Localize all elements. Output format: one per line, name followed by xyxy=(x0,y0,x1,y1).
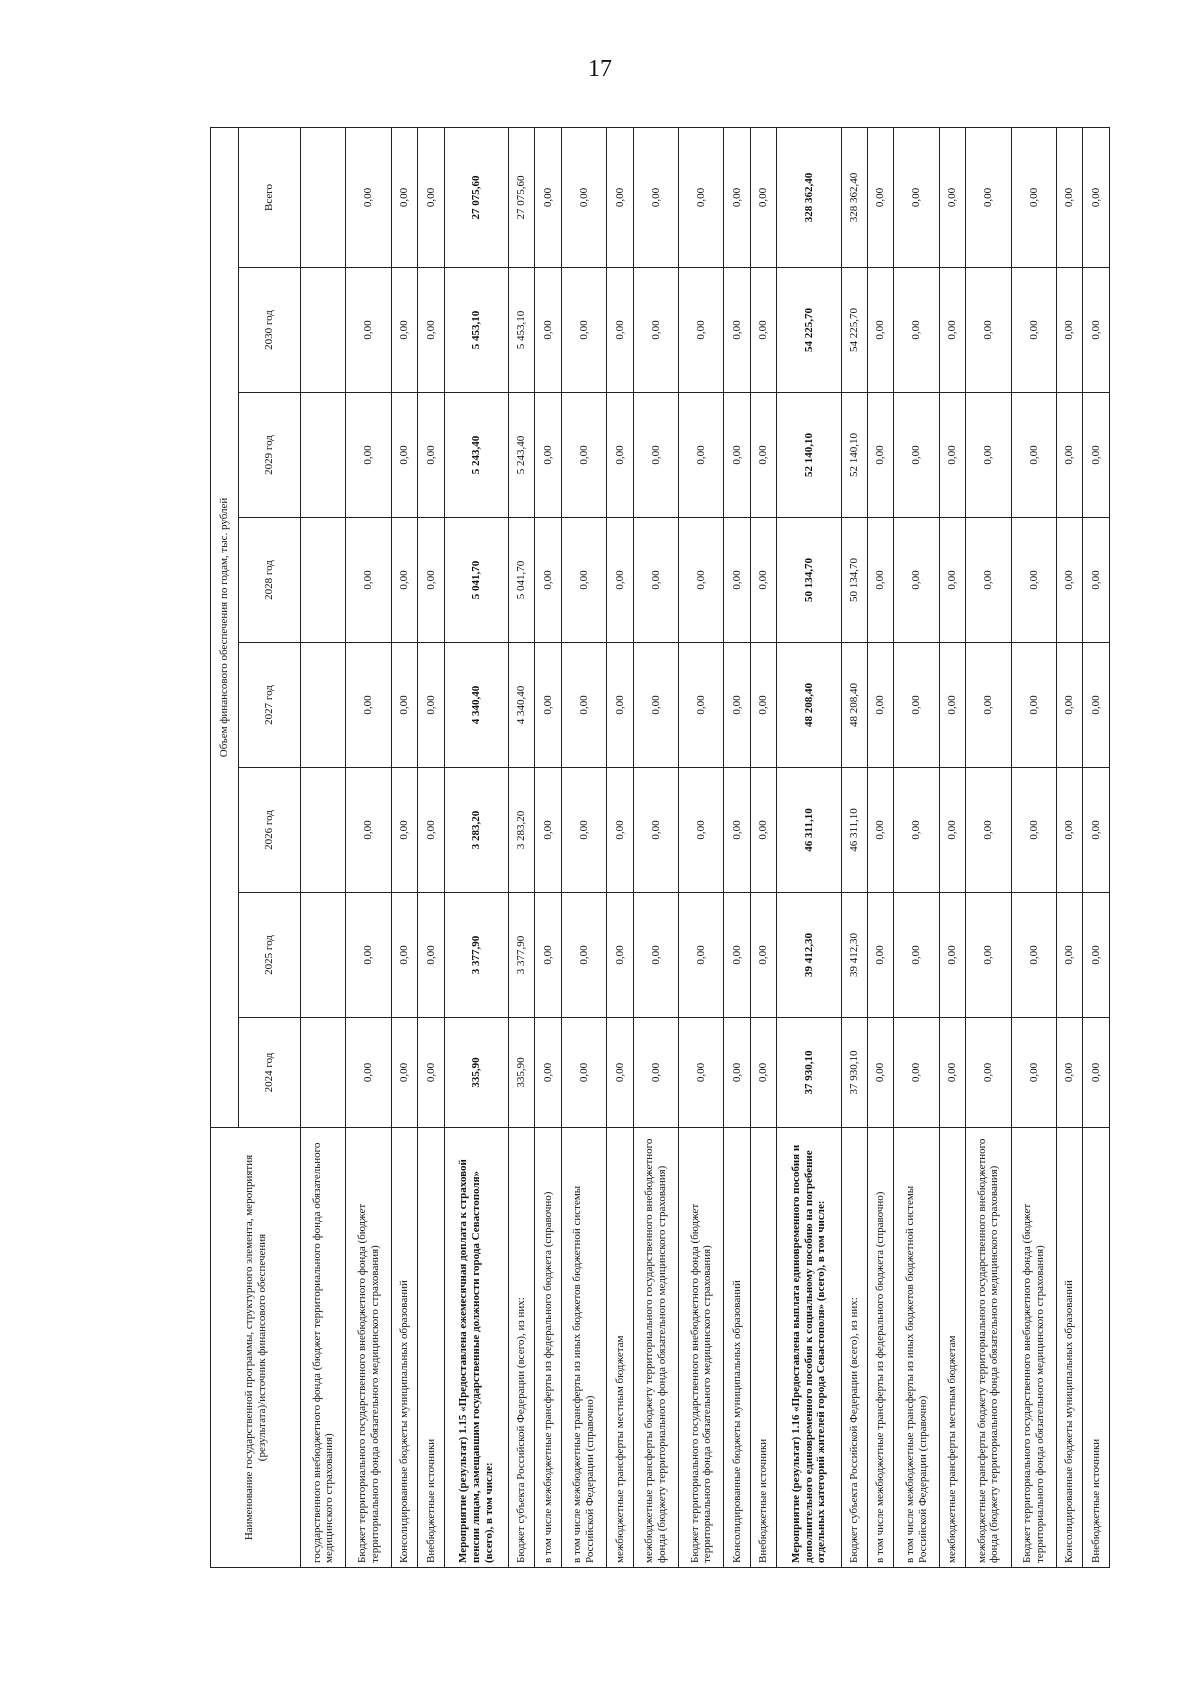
value-cell: 0,00 xyxy=(724,768,750,893)
value-cell: 0,00 xyxy=(868,768,894,893)
header-name-column: Наименование государственной программы, структурного элемента, мероприятия (результата)/источник финансового обеспечения xyxy=(211,1128,301,1568)
value-cell: 0,00 xyxy=(1011,1018,1056,1128)
value-cell: 3 377,90 xyxy=(444,893,508,1018)
value-cell: 0,00 xyxy=(535,893,561,1018)
value-cell: 0,00 xyxy=(418,127,444,267)
value-cell: 0,00 xyxy=(391,268,417,393)
header-group-title: Объем финансового обеспечения по годам, тыс. рублей xyxy=(211,127,239,1127)
value-cell: 0,00 xyxy=(1083,1018,1110,1128)
value-cell: 0,00 xyxy=(607,893,633,1018)
value-cell: 4 340,40 xyxy=(508,643,534,768)
value-cell: 335,90 xyxy=(444,1018,508,1128)
value-cell: 0,00 xyxy=(966,127,1011,267)
value-cell: 0,00 xyxy=(894,768,939,893)
row-label: Бюджет субъекта Российской Федерации (всего), из них: xyxy=(841,1128,867,1568)
value-cell: 5 243,40 xyxy=(444,393,508,518)
row-label: межбюджетные трансферты местным бюджетам xyxy=(939,1128,965,1568)
value-cell: 0,00 xyxy=(418,518,444,643)
value-cell: 0,00 xyxy=(561,1018,606,1128)
row-label: Бюджет субъекта Российской Федерации (всего), из них: xyxy=(508,1128,534,1568)
value-cell: 0,00 xyxy=(724,518,750,643)
value-cell: 0,00 xyxy=(679,643,724,768)
table-row xyxy=(939,127,965,1567)
value-cell: 0,00 xyxy=(391,893,417,1018)
row-label: в том числе межбюджетные трансферты из федерального бюджета (справочно) xyxy=(535,1128,561,1568)
value-cell: 0,00 xyxy=(868,393,894,518)
table-row xyxy=(1057,127,1083,1567)
value-cell: 0,00 xyxy=(966,518,1011,643)
value-cell: 0,00 xyxy=(1083,893,1110,1018)
value-cell: 50 134,70 xyxy=(777,518,841,643)
table-row xyxy=(1011,127,1056,1567)
value-cell: 0,00 xyxy=(868,893,894,1018)
value-cell: 0,00 xyxy=(679,127,724,267)
value-cell: 0,00 xyxy=(561,643,606,768)
value-cell: 0,00 xyxy=(939,268,965,393)
value-cell: 0,00 xyxy=(535,268,561,393)
value-cell: 0,00 xyxy=(868,268,894,393)
value-cell: 0,00 xyxy=(894,393,939,518)
value-cell: 0,00 xyxy=(868,1018,894,1128)
value-cell: 0,00 xyxy=(607,127,633,267)
page-number: 17 xyxy=(588,56,612,82)
value-cell: 0,00 xyxy=(535,518,561,643)
value-cell: 0,00 xyxy=(1011,268,1056,393)
value-cell: 0,00 xyxy=(391,643,417,768)
value-cell: 0,00 xyxy=(633,518,678,643)
value-cell: 0,00 xyxy=(346,393,391,518)
value-cell: 0,00 xyxy=(894,127,939,267)
value-cell: 0,00 xyxy=(633,268,678,393)
value-cell: 0,00 xyxy=(535,643,561,768)
value-cell: 0,00 xyxy=(633,768,678,893)
row-label: в том числе межбюджетные трансферты из иных бюджетов бюджетной системы Российской Федерации (справочно) xyxy=(894,1128,939,1568)
value-cell: 0,00 xyxy=(346,127,391,267)
row-label: Консолидированные бюджеты муниципальных образований xyxy=(1057,1128,1083,1568)
value-cell: 0,00 xyxy=(607,1018,633,1128)
row-label: Бюджет территориального государственного внебюджетного фонда (бюджет территориального фонда обязательного медицинского страхования) xyxy=(346,1128,391,1568)
value-cell: 0,00 xyxy=(966,393,1011,518)
value-cell: 0,00 xyxy=(1083,518,1110,643)
value-cell: 0,00 xyxy=(679,768,724,893)
value-cell: 0,00 xyxy=(391,127,417,267)
value-cell: 0,00 xyxy=(607,268,633,393)
value-cell: 5 041,70 xyxy=(444,518,508,643)
value-cell: 0,00 xyxy=(391,518,417,643)
value-cell: 0,00 xyxy=(1011,768,1056,893)
value-cell: 0,00 xyxy=(939,1018,965,1128)
value-cell: 0,00 xyxy=(1057,268,1083,393)
value-cell: 0,00 xyxy=(679,518,724,643)
header-year-6: 2030 год xyxy=(239,268,301,393)
header-year-1: 2025 год xyxy=(239,893,301,1018)
value-cell xyxy=(301,893,346,1018)
value-cell: 46 311,10 xyxy=(841,768,867,893)
value-cell: 3 283,20 xyxy=(444,768,508,893)
value-cell: 0,00 xyxy=(535,1018,561,1128)
value-cell: 0,00 xyxy=(679,268,724,393)
value-cell: 0,00 xyxy=(1057,768,1083,893)
row-label: Консолидированные бюджеты муниципальных образований xyxy=(724,1128,750,1568)
table-row xyxy=(301,127,346,1567)
value-cell: 0,00 xyxy=(346,268,391,393)
value-cell: 0,00 xyxy=(346,1018,391,1128)
value-cell xyxy=(301,127,346,267)
value-cell: 0,00 xyxy=(939,518,965,643)
value-cell: 0,00 xyxy=(750,518,776,643)
row-label: Бюджет территориального государственного внебюджетного фонда (бюджет территориального фонда обязательного медицинского страхования) xyxy=(1011,1128,1056,1568)
rotated-table-wrapper xyxy=(210,128,1110,1568)
value-cell: 0,00 xyxy=(1057,893,1083,1018)
table-row xyxy=(444,127,508,1567)
value-cell: 54 225,70 xyxy=(777,268,841,393)
value-cell: 0,00 xyxy=(724,643,750,768)
value-cell: 5 453,10 xyxy=(508,268,534,393)
table-row xyxy=(679,127,724,1567)
value-cell: 5 243,40 xyxy=(508,393,534,518)
value-cell: 0,00 xyxy=(939,893,965,1018)
table-row xyxy=(868,127,894,1567)
value-cell: 0,00 xyxy=(561,393,606,518)
table-row xyxy=(777,127,841,1567)
row-label: Мероприятие (результат) 1.15 «Предоставлена ежемесячная доплата к страховой пенсии лицам, замещавшим государственные должности города Севастополя» (всего), в том числе: xyxy=(444,1128,508,1568)
value-cell: 48 208,40 xyxy=(777,643,841,768)
value-cell: 0,00 xyxy=(966,893,1011,1018)
table-row xyxy=(346,127,391,1567)
value-cell: 0,00 xyxy=(633,127,678,267)
header-year-7: Всего xyxy=(239,127,301,267)
value-cell: 5 041,70 xyxy=(508,518,534,643)
row-label: Мероприятие (результат) 1.16 «Предоставлена выплата единовременного пособия и дополнительного единовременного пособия к социальному пособию на погребение отдельных категорий жителей города Севастополя» (всего), в том числе: xyxy=(777,1128,841,1568)
value-cell: 0,00 xyxy=(966,268,1011,393)
value-cell: 0,00 xyxy=(868,518,894,643)
value-cell: 0,00 xyxy=(724,127,750,267)
finance-table xyxy=(210,127,1110,1568)
value-cell: 0,00 xyxy=(1011,643,1056,768)
header-year-5: 2029 год xyxy=(239,393,301,518)
value-cell: 0,00 xyxy=(346,768,391,893)
value-cell: 0,00 xyxy=(1057,643,1083,768)
header-year-4: 2028 год xyxy=(239,518,301,643)
value-cell: 50 134,70 xyxy=(841,518,867,643)
value-cell: 0,00 xyxy=(346,643,391,768)
value-cell: 0,00 xyxy=(894,893,939,1018)
value-cell: 0,00 xyxy=(724,893,750,1018)
value-cell: 52 140,10 xyxy=(841,393,867,518)
value-cell: 27 075,60 xyxy=(508,127,534,267)
value-cell: 52 140,10 xyxy=(777,393,841,518)
table-row xyxy=(561,127,606,1567)
value-cell: 54 225,70 xyxy=(841,268,867,393)
value-cell: 4 340,40 xyxy=(444,643,508,768)
value-cell: 37 930,10 xyxy=(777,1018,841,1128)
table-row xyxy=(391,127,417,1567)
value-cell: 0,00 xyxy=(1057,1018,1083,1128)
value-cell: 0,00 xyxy=(966,1018,1011,1128)
value-cell: 0,00 xyxy=(391,1018,417,1128)
table-row xyxy=(1083,127,1110,1567)
value-cell xyxy=(301,518,346,643)
header-year-0: 2024 год xyxy=(239,1018,301,1128)
value-cell: 0,00 xyxy=(750,1018,776,1128)
value-cell: 0,00 xyxy=(418,1018,444,1128)
row-label: Бюджет территориального государственного внебюджетного фонда (бюджет территориального фонда обязательного медицинского страхования) xyxy=(679,1128,724,1568)
value-cell: 0,00 xyxy=(1057,393,1083,518)
value-cell: 0,00 xyxy=(1011,127,1056,267)
value-cell: 0,00 xyxy=(607,393,633,518)
row-label: межбюджетные трансферты бюджету территориального государственного внебюджетного фонда (бюджету территориального фонда обязательного медицинского страхования) xyxy=(966,1128,1011,1568)
value-cell: 0,00 xyxy=(535,393,561,518)
row-label: Консолидированные бюджеты муниципальных образований xyxy=(391,1128,417,1568)
value-cell: 0,00 xyxy=(894,643,939,768)
value-cell: 0,00 xyxy=(894,268,939,393)
value-cell: 0,00 xyxy=(868,643,894,768)
table-row xyxy=(607,127,633,1567)
value-cell xyxy=(301,643,346,768)
row-label: государственного внебюджетного фонда (бюджет территориального фонда обязательного медицинского страхования) xyxy=(301,1128,346,1568)
value-cell: 0,00 xyxy=(1011,893,1056,1018)
value-cell: 0,00 xyxy=(535,768,561,893)
table-row xyxy=(724,127,750,1567)
value-cell: 0,00 xyxy=(679,393,724,518)
value-cell: 0,00 xyxy=(966,768,1011,893)
row-label: межбюджетные трансферты бюджету территориального государственного внебюджетного фонда (бюджету территориального фонда обязательного медицинского страхования) xyxy=(633,1128,678,1568)
table-row xyxy=(750,127,776,1567)
value-cell: 0,00 xyxy=(939,127,965,267)
value-cell: 0,00 xyxy=(607,518,633,643)
table-row xyxy=(633,127,678,1567)
value-cell: 0,00 xyxy=(894,1018,939,1128)
value-cell: 3 377,90 xyxy=(508,893,534,1018)
value-cell: 328 362,40 xyxy=(777,127,841,267)
table-row xyxy=(841,127,867,1567)
value-cell: 0,00 xyxy=(1057,518,1083,643)
row-label: в том числе межбюджетные трансферты из иных бюджетов бюджетной системы Российской Федерации (справочно) xyxy=(561,1128,606,1568)
value-cell: 0,00 xyxy=(346,518,391,643)
value-cell: 0,00 xyxy=(561,518,606,643)
table-row xyxy=(508,127,534,1567)
value-cell: 0,00 xyxy=(679,893,724,1018)
value-cell: 0,00 xyxy=(418,643,444,768)
value-cell: 0,00 xyxy=(418,393,444,518)
value-cell: 0,00 xyxy=(1083,768,1110,893)
table-row xyxy=(535,127,561,1567)
value-cell: 0,00 xyxy=(418,268,444,393)
value-cell: 0,00 xyxy=(633,643,678,768)
value-cell: 0,00 xyxy=(868,127,894,267)
value-cell: 39 412,30 xyxy=(841,893,867,1018)
value-cell: 0,00 xyxy=(1057,127,1083,267)
value-cell: 5 453,10 xyxy=(444,268,508,393)
value-cell: 39 412,30 xyxy=(777,893,841,1018)
value-cell: 0,00 xyxy=(750,268,776,393)
value-cell: 46 311,10 xyxy=(777,768,841,893)
value-cell: 0,00 xyxy=(561,127,606,267)
value-cell: 0,00 xyxy=(633,893,678,1018)
value-cell: 0,00 xyxy=(966,643,1011,768)
value-cell: 0,00 xyxy=(750,893,776,1018)
value-cell: 0,00 xyxy=(724,1018,750,1128)
value-cell: 0,00 xyxy=(561,893,606,1018)
value-cell: 0,00 xyxy=(679,1018,724,1128)
value-cell xyxy=(301,268,346,393)
value-cell: 0,00 xyxy=(750,768,776,893)
row-label: Внебюджетные источники xyxy=(418,1128,444,1568)
value-cell: 335,90 xyxy=(508,1018,534,1128)
value-cell: 0,00 xyxy=(1083,393,1110,518)
value-cell: 0,00 xyxy=(561,768,606,893)
table-row xyxy=(894,127,939,1567)
value-cell: 0,00 xyxy=(939,768,965,893)
value-cell: 0,00 xyxy=(418,768,444,893)
row-label: Внебюджетные источники xyxy=(750,1128,776,1568)
value-cell: 0,00 xyxy=(894,518,939,643)
value-cell xyxy=(301,1018,346,1128)
value-cell: 0,00 xyxy=(1011,393,1056,518)
value-cell: 0,00 xyxy=(607,768,633,893)
value-cell: 3 283,20 xyxy=(508,768,534,893)
value-cell: 0,00 xyxy=(750,393,776,518)
value-cell: 0,00 xyxy=(750,643,776,768)
row-label: межбюджетные трансферты местным бюджетам xyxy=(607,1128,633,1568)
value-cell: 37 930,10 xyxy=(841,1018,867,1128)
value-cell: 48 208,40 xyxy=(841,643,867,768)
value-cell: 0,00 xyxy=(607,643,633,768)
value-cell: 0,00 xyxy=(418,893,444,1018)
value-cell: 0,00 xyxy=(724,268,750,393)
header-year-2: 2026 год xyxy=(239,768,301,893)
value-cell: 0,00 xyxy=(1083,643,1110,768)
value-cell: 328 362,40 xyxy=(841,127,867,267)
table-row xyxy=(966,127,1011,1567)
value-cell: 0,00 xyxy=(939,643,965,768)
value-cell xyxy=(301,768,346,893)
value-cell: 0,00 xyxy=(939,393,965,518)
row-label: Внебюджетные источники xyxy=(1083,1128,1110,1568)
value-cell: 0,00 xyxy=(1083,127,1110,267)
row-label: в том числе межбюджетные трансферты из федерального бюджета (справочно) xyxy=(868,1128,894,1568)
value-cell: 0,00 xyxy=(750,127,776,267)
value-cell: 0,00 xyxy=(535,127,561,267)
value-cell: 0,00 xyxy=(561,268,606,393)
value-cell: 0,00 xyxy=(391,768,417,893)
value-cell: 0,00 xyxy=(391,393,417,518)
table-row xyxy=(418,127,444,1567)
value-cell: 0,00 xyxy=(346,893,391,1018)
value-cell: 0,00 xyxy=(633,393,678,518)
value-cell: 0,00 xyxy=(1011,518,1056,643)
header-year-3: 2027 год xyxy=(239,643,301,768)
value-cell xyxy=(301,393,346,518)
value-cell: 0,00 xyxy=(633,1018,678,1128)
value-cell: 27 075,60 xyxy=(444,127,508,267)
value-cell: 0,00 xyxy=(1083,268,1110,393)
value-cell: 0,00 xyxy=(724,393,750,518)
